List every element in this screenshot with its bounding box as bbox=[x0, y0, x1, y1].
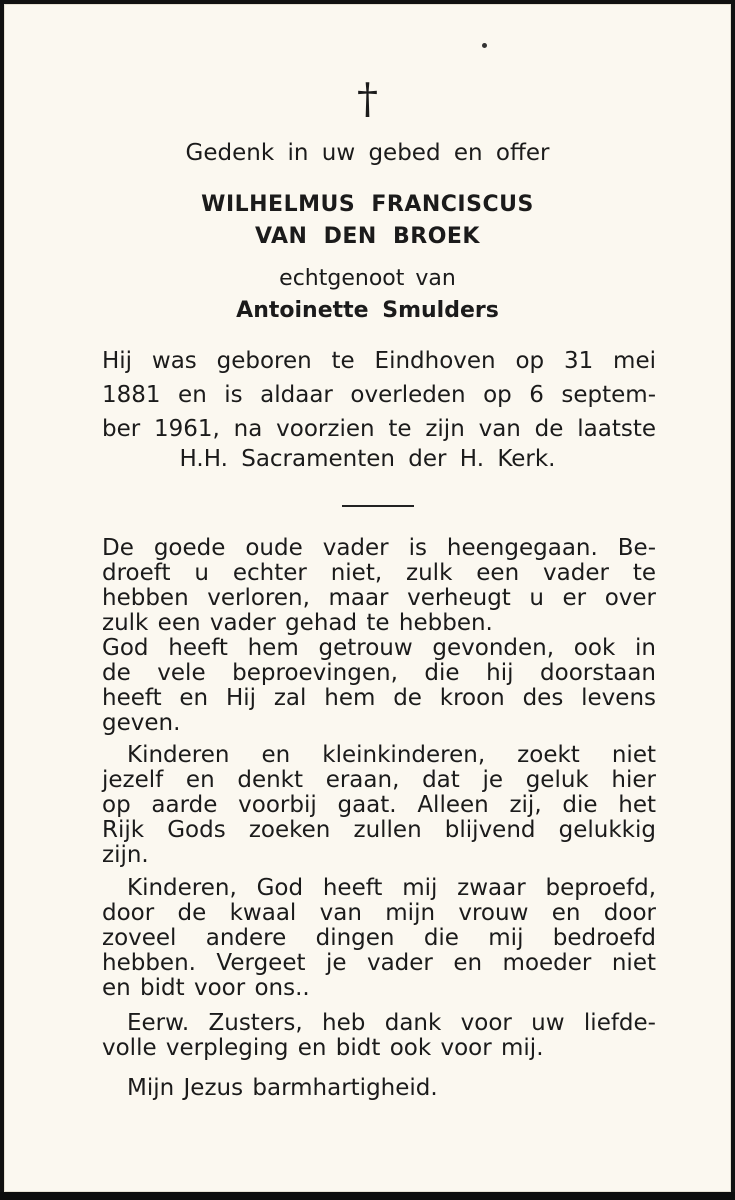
card-bottom-edge bbox=[0, 1192, 735, 1200]
text-line: Rijk Gods zoeken zullen blijvend gelukkig bbox=[102, 817, 656, 843]
closing-prayer bbox=[102, 1076, 656, 1101]
text-line: hebben. Vergeet je vader en moeder niet bbox=[102, 950, 656, 976]
bio-block bbox=[102, 344, 656, 446]
paragraph-2 bbox=[102, 743, 656, 868]
text-line: de vele beproevingen, die hij doorstaan bbox=[102, 660, 656, 686]
deceased-name-line2: VAN DEN BROEK bbox=[255, 224, 480, 249]
relation-line: echtgenoot van bbox=[279, 266, 456, 291]
text-line: God heeft hem getrouw gevonden, ook in bbox=[102, 635, 656, 661]
divider-rule bbox=[342, 505, 414, 507]
text-line: door de kwaal van mijn vrouw en door bbox=[102, 900, 656, 926]
paragraph-3 bbox=[102, 876, 656, 1001]
text-line: De goede oude vader is heengegaan. Be- bbox=[102, 535, 656, 561]
text-line: hebben verloren, maar verheugt u er over bbox=[102, 585, 656, 611]
intro-line: Gedenk in uw gebed en offer bbox=[185, 140, 550, 166]
text-line: zijn. bbox=[102, 842, 149, 868]
text-line: zoveel andere dingen die mij bedroefd bbox=[102, 925, 656, 951]
text-line: jezelf en denkt eraan, dat je geluk hier bbox=[102, 767, 656, 793]
text-line: heeft en Hij zal hem de kroon des levens bbox=[102, 685, 656, 711]
print-speck bbox=[482, 43, 487, 48]
spouse-name: Antoinette Smulders bbox=[236, 298, 499, 323]
paragraph-1 bbox=[102, 536, 656, 736]
text-line: Mijn Jezus barmhartigheid. bbox=[127, 1075, 438, 1101]
text-line: volle verpleging en bidt ook voor mij. bbox=[102, 1035, 544, 1061]
bio-last-line: H.H. Sacramenten der H. Kerk. bbox=[179, 446, 556, 472]
text-line: en bidt voor ons.. bbox=[102, 975, 310, 1001]
paragraph-4 bbox=[102, 1011, 656, 1061]
text-line: op aarde voorbij gaat. Alleen zij, die het bbox=[102, 792, 656, 818]
cross-symbol: † bbox=[357, 74, 378, 123]
text-line: geven. bbox=[102, 710, 181, 736]
text-line: Kinderen en kleinkinderen, zoekt niet bbox=[127, 742, 656, 768]
text-line: Eerw. Zusters, heb dank voor uw liefde- bbox=[127, 1010, 656, 1036]
text-line: Kinderen, God heeft mij zwaar beproefd, bbox=[127, 875, 656, 901]
bio-line: Hij was geboren te Eindhoven op 31 mei bbox=[102, 348, 656, 374]
bio-line: ber 1961, na voorzien te zijn van de laatste bbox=[102, 416, 656, 442]
bio-line: 1881 en is aldaar overleden op 6 septem- bbox=[102, 382, 656, 408]
text-line: droeft u echter niet, zulk een vader te bbox=[102, 560, 656, 586]
text-line: zulk een vader gehad te hebben. bbox=[102, 610, 493, 636]
deceased-name-line1: WILHELMUS FRANCISCUS bbox=[201, 192, 534, 217]
